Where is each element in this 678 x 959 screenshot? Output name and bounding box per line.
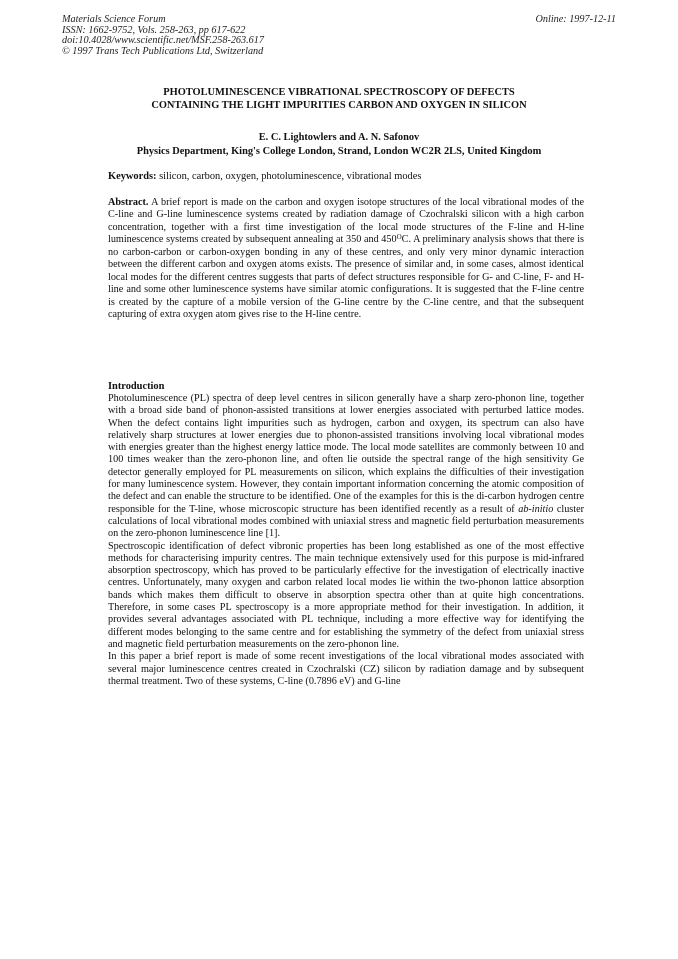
issn-line: ISSN: 1662-9752, Vols. 258-263, pp 617-622 xyxy=(62,24,246,36)
abstract xyxy=(108,197,584,322)
abstract-text-b: C. A preliminary analysis shows that there is no carbon-carbon or carbon-oxygen bonding in any of these centres, and only very minor dynamic interaction between the different carbon and oxygen atoms exists. The presence of similar and, in some cases, almost identical local modes for the different centres suggests that parts of defect structures responsible for G- and C-line, F- and H-line and some other luminescence systems have similar atomic configurations. It is suggested that the F-line centre is created by the capture of a mobile version of the G-line centre by the C-line centre, and that the subsequent capturing of extra oxygen atom gives rise to the H-line centre. xyxy=(108,234,584,321)
author-block xyxy=(0,131,678,158)
degree-superscript: O xyxy=(396,233,402,242)
introduction-body xyxy=(108,393,584,688)
journal-header xyxy=(62,15,264,57)
abstract-paragraph xyxy=(108,197,584,322)
intro-paragraph-3: In this paper a brief report is made of some recent investigations of the local vibrational modes associated with several major luminescence centres created in Czochralski (CZ) silicon by radiation damage and by subsequent thermal treatment. Two of these systems, C-line (0.7896 eV) and G-line xyxy=(108,651,584,687)
journal-name: Materials Science Forum xyxy=(62,14,166,25)
title-line-2: CONTAINING THE LIGHT IMPURITIES CARBON AND OXYGEN IN SILICON xyxy=(151,100,527,112)
paper-title xyxy=(0,86,678,112)
online-date: Online: 1997-12-11 xyxy=(535,14,616,25)
keywords-label: Keywords: xyxy=(108,171,157,182)
author-affiliation: Physics Department, King's College London, Strand, London WC2R 2LS, United Kingdom xyxy=(136,145,542,157)
intro-paragraph-1 xyxy=(108,393,584,541)
abstract-text-a: A brief report is made on the carbon and oxygen isotope structures of the local vibrational modes of the C-line and G-line luminescence systems created by radiation damage of Czochralski silicon with a high carbon concentration, together with a first time investigation of the local mode structures of the F-line and H-line luminescence systems created by subsequent annealing at 350 and 450 xyxy=(108,197,584,246)
introduction-heading: Introduction xyxy=(108,381,165,392)
copyright-line: © 1997 Trans Tech Publications Ltd, Switzerland xyxy=(62,45,264,57)
intro-paragraph-2: Spectroscopic identification of defect vibronic properties has been long established as one of the most effective methods for characterising impurity centres. The main technique extensively used for this purpose is mid-infrared absorption spectroscopy, which has proved to be particularly effective for the investigation of electrically inactive centres. Unfortunately, many oxygen and carbon related local modes lie within the two-phonon lattice absorption bands which makes them difficult to observe in absorption spectra other than at quite high concentrations. Therefore, in some cases PL spectroscopy is a more appropriate method for their investigation. In addition, it provides several advantages associated with PL technique, including a more effective way for identifying the different modes belonging to the same centre and for establishing the symmetry of the defect from uniaxial stress and magnetic field perturbation measurements on the zero-phonon line. xyxy=(108,540,584,650)
doi-link[interactable]: doi:10.4028/www.scientific.net/MSF.258-263.617 xyxy=(62,35,264,47)
author-names: E. C. Lightowlers and A. N. Safonov xyxy=(258,132,420,143)
intro-p1-italic: ab-initio xyxy=(518,503,554,515)
keywords-text: silicon, carbon, oxygen, photoluminescence, vibrational modes xyxy=(156,171,422,182)
title-line-1: PHOTOLUMINESCENCE VIBRATIONAL SPECTROSCOPY OF DEFECTS xyxy=(163,87,515,98)
intro-p1-text-a: Photoluminescence (PL) spectra of deep level centres in silicon generally have a sharp zero-phonon line, together with a broad side band of phonon-assisted transitions at lower energies associated with perturbed lattice modes. When the defect contains light impurities such as hydrogen, carbon and oxygen, its spectrum can also have relatively sharp structures at lower energies due to phonon-assisted transitions involving local vibrational modes with energies greater than the highest energy lattice mode. The local mode satellites are commonly between 10 and 100 times weaker than the zero-phonon line, and often lie outside the spectral range of the high sensitivity Ge detector generally employed for PL measurements on silicon, which explains the difficulties of their investigation for many luminescence system. However, they contain important information concerning the atomic composition of the defect and can enable the structure to be identified. One of the examples for this is the di-carbon hydrogen centre responsible for the T-line, whose microscopic structure has been identified recently as a result of xyxy=(108,393,584,515)
intro-p1-text-b: cluster calculations of local vibrational modes combined with uniaxial stress and magnetic field perturbation measurements on the zero-phonon luminescence line [1]. xyxy=(108,503,584,540)
keywords xyxy=(108,170,584,183)
abstract-label: Abstract. xyxy=(108,197,149,208)
